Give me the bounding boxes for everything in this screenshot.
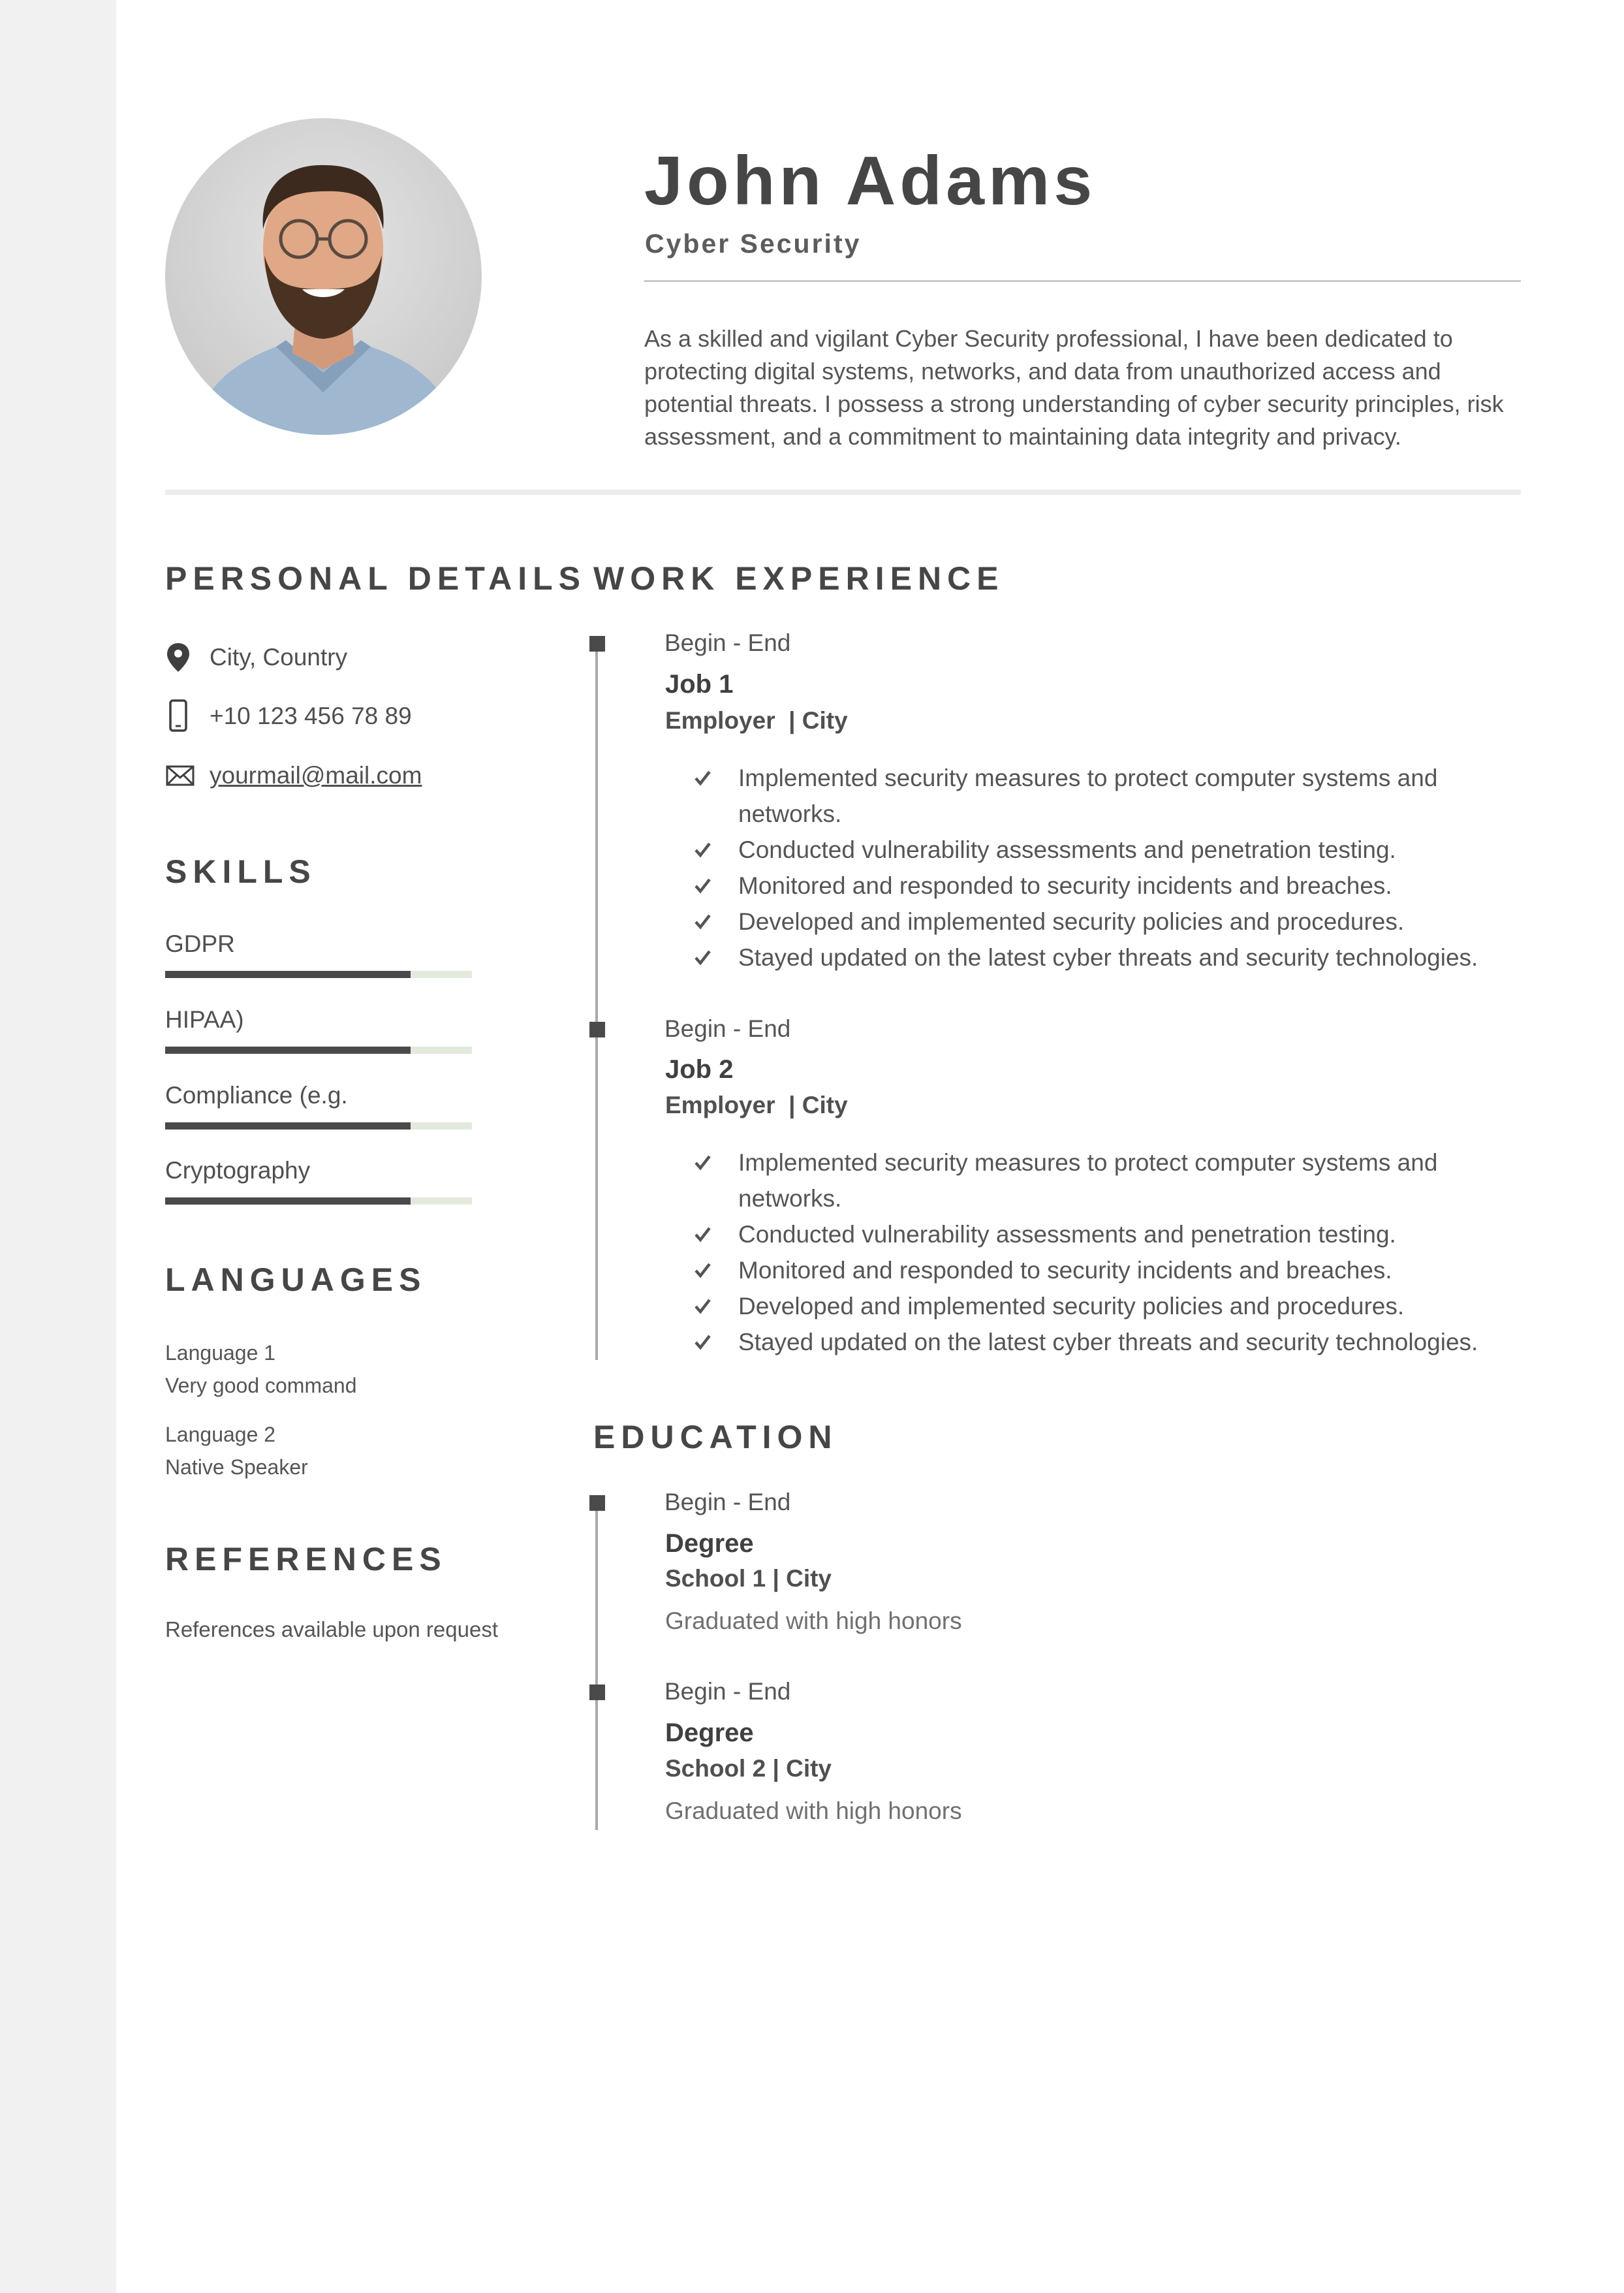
list-item: [692, 1252, 1534, 1288]
skill-bar-fill: [165, 1197, 411, 1205]
language-name: Language 2: [165, 1423, 276, 1446]
skills-heading: SKILLS: [165, 853, 317, 890]
bullet-text: Conducted vulnerability assessments and penetration testing.: [738, 836, 1396, 863]
bullet-text: Stayed updated on the latest cyber threats and security technologies.: [738, 1329, 1478, 1355]
check-icon: [692, 908, 714, 934]
skill-item: [165, 1156, 472, 1186]
timeline-square-marker-icon: [589, 636, 605, 652]
skill-bar: [165, 1197, 472, 1205]
skill-bar: [165, 971, 472, 978]
language-level: Very good command: [165, 1374, 357, 1397]
job-bullets: [692, 760, 1534, 975]
work-experience-heading: WORK EXPERIENCE: [593, 560, 1005, 597]
skill-bar-fill: [165, 971, 411, 978]
skill-item: [165, 929, 472, 959]
check-icon: [692, 1328, 714, 1354]
check-icon: [692, 1292, 714, 1318]
list-item: [692, 868, 1534, 904]
language-item: [165, 1418, 308, 1483]
check-icon: [692, 836, 714, 862]
mobile-phone-icon: [165, 699, 199, 733]
contact-email[interactable]: [165, 759, 422, 793]
references-heading: REFERENCES: [165, 1541, 447, 1577]
bullet-text: Implemented security measures to protect computer systems and networks.: [738, 1149, 1438, 1212]
list-item: [692, 940, 1534, 975]
list-item: [692, 760, 1534, 832]
education-school: School 1 | City: [665, 1565, 832, 1592]
job-dates: Begin - End: [664, 1015, 791, 1042]
bullet-text: Developed and implemented security policies and procedures.: [738, 908, 1405, 935]
job-title: Cyber Security: [645, 229, 862, 259]
contact-location: [165, 640, 347, 674]
phone-text: +10 123 456 78 89: [210, 703, 412, 729]
job-bullets: [692, 1145, 1534, 1360]
header-divider: [644, 280, 1521, 282]
check-icon: [692, 872, 714, 898]
skill-bar: [165, 1047, 472, 1054]
language-level: Native Speaker: [165, 1455, 308, 1479]
education-dates: Begin - End: [664, 1678, 791, 1705]
skill-label: Compliance (e.g.: [165, 1082, 348, 1109]
skill-bar-fill: [165, 1122, 411, 1130]
check-icon: [692, 764, 714, 790]
timeline-square-marker-icon: [589, 1022, 605, 1037]
profile-summary: As a skilled and vigilant Cyber Security professional, I have been dedicated to protecting digital systems, networks, and data from unauthorized access and potential threats. I possess a strong understanding of cyber security principles, risk assessment, and a commitment to maintaining data integrity and privacy.: [644, 325, 1504, 450]
list-item: [692, 904, 1534, 940]
email-link[interactable]: yourmail@mail.com: [210, 762, 422, 789]
education-school: School 2 | City: [665, 1755, 832, 1782]
education-dates: Begin - End: [664, 1489, 791, 1515]
skill-bar-fill: [165, 1047, 411, 1054]
contact-phone: [165, 699, 412, 733]
bullet-text: Developed and implemented security policies and procedures.: [738, 1293, 1405, 1320]
bullet-text: Stayed updated on the latest cyber threats and security technologies.: [738, 944, 1478, 971]
skill-label: GDPR: [165, 930, 235, 957]
education-degree: Degree: [665, 1718, 754, 1747]
skill-label: Cryptography: [165, 1157, 311, 1184]
check-icon: [692, 1256, 714, 1282]
check-icon: [692, 1220, 714, 1246]
references-text: References available upon request: [165, 1617, 499, 1641]
skill-bar: [165, 1122, 472, 1130]
bullet-text: Conducted vulnerability assessments and penetration testing.: [738, 1221, 1396, 1248]
list-item: [692, 832, 1534, 868]
profile-photo: [165, 118, 482, 435]
language-name: Language 1: [165, 1341, 276, 1365]
list-item: [692, 1324, 1534, 1360]
map-pin-icon: [165, 640, 199, 674]
page-side-strip: [0, 0, 116, 2293]
skill-label: HIPAA): [165, 1006, 244, 1033]
bullet-text: Implemented security measures to protect computer systems and networks.: [738, 765, 1438, 827]
bullet-text: Monitored and responded to security incidents and breaches.: [738, 1257, 1392, 1284]
work-timeline-line: [595, 644, 598, 1360]
check-icon: [692, 1148, 714, 1175]
job-employer: Employer | City: [665, 707, 848, 734]
list-item: [692, 1145, 1534, 1216]
education-note: Graduated with high honors: [665, 1607, 962, 1634]
list-item: [692, 1216, 1534, 1252]
check-icon: [692, 943, 714, 970]
education-timeline-line: [595, 1502, 598, 1830]
job-title: Job 1: [665, 670, 734, 699]
job-dates: Begin - End: [664, 629, 791, 656]
job-employer: Employer | City: [665, 1092, 848, 1118]
skill-item: [165, 1081, 472, 1111]
languages-heading: LANGUAGES: [165, 1261, 427, 1298]
list-item: [692, 1288, 1534, 1324]
education-heading: EDUCATION: [593, 1419, 838, 1455]
personal-details-heading: PERSONAL DETAILS: [165, 560, 586, 597]
skill-item: [165, 1005, 472, 1035]
timeline-square-marker-icon: [589, 1495, 605, 1511]
location-text: City, Country: [210, 644, 348, 671]
job-title: Job 2: [665, 1055, 734, 1084]
language-item: [165, 1336, 357, 1402]
education-note: Graduated with high honors: [665, 1797, 962, 1824]
timeline-square-marker-icon: [589, 1684, 605, 1700]
section-divider: [165, 490, 1521, 495]
candidate-name: John Adams: [644, 142, 1097, 219]
envelope-icon: [165, 759, 199, 793]
education-degree: Degree: [665, 1529, 754, 1558]
bullet-text: Monitored and responded to security incidents and breaches.: [738, 872, 1392, 899]
